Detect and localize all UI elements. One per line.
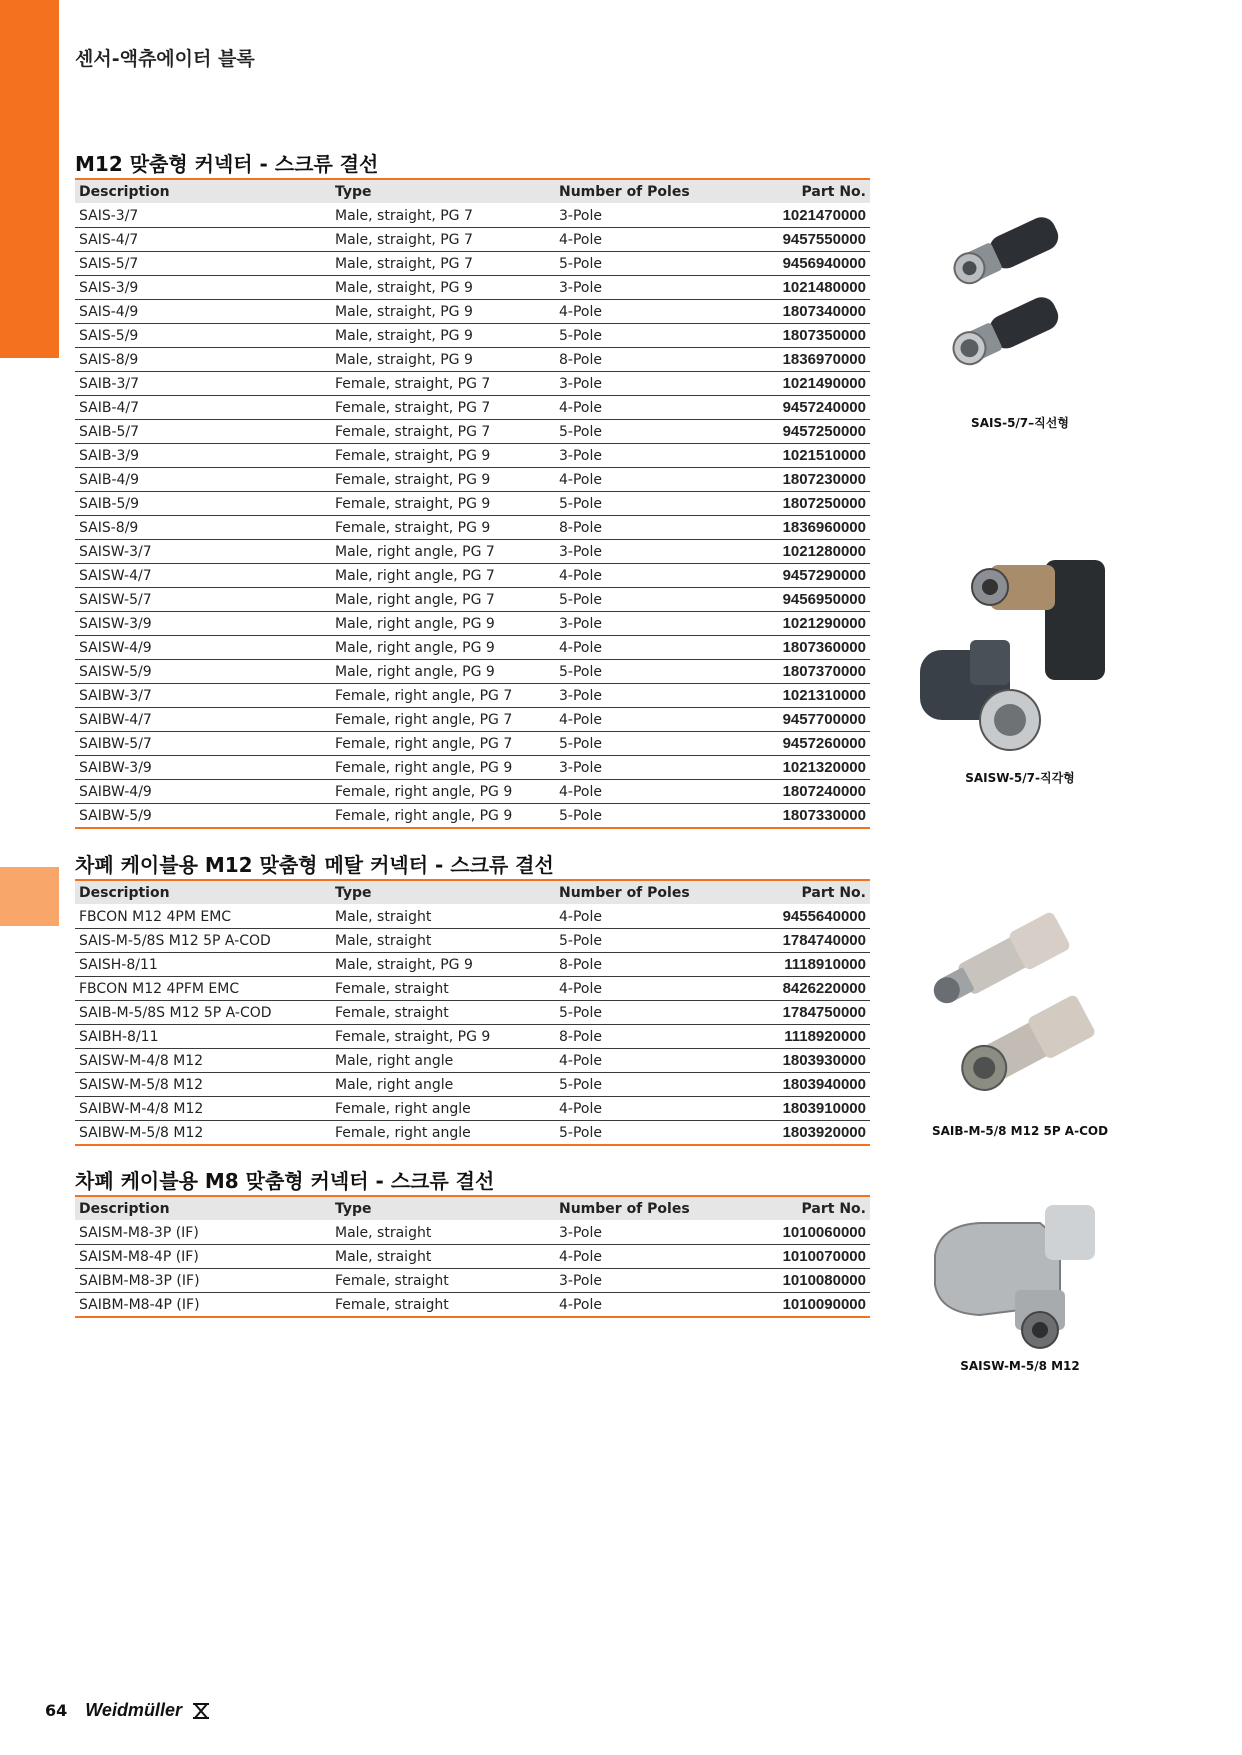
cell-part-no: 1807370000 xyxy=(733,660,870,684)
cell-description: SAISW-M-4/8 M12 xyxy=(75,1049,331,1073)
cell-type: Female, right angle, PG 9 xyxy=(331,756,555,780)
cell-part-no: 1118910000 xyxy=(733,953,870,977)
cell-poles: 3-Pole xyxy=(555,372,733,396)
col-part-no: Part No. xyxy=(733,881,870,905)
cell-part-no: 1021320000 xyxy=(733,756,870,780)
cell-description: SAIB-3/9 xyxy=(75,444,331,468)
table-row xyxy=(75,276,870,300)
cell-part-no: 1807360000 xyxy=(733,636,870,660)
cell-description: SAIBW-5/7 xyxy=(75,732,331,756)
brand-name: Weidmüller xyxy=(85,1700,182,1720)
table-row xyxy=(75,564,870,588)
cell-type: Male, right angle, PG 7 xyxy=(331,564,555,588)
page-header-title: 센서-액츄에이터 블록 xyxy=(75,48,255,70)
cell-poles: 4-Pole xyxy=(555,977,733,1001)
table-row xyxy=(75,300,870,324)
cell-poles: 4-Pole xyxy=(555,1245,733,1269)
cell-poles: 3-Pole xyxy=(555,756,733,780)
cell-poles: 4-Pole xyxy=(555,636,733,660)
cell-description: SAIBW-M-5/8 M12 xyxy=(75,1121,331,1146)
section-m12-connectors xyxy=(75,151,870,829)
cell-part-no: 1803910000 xyxy=(733,1097,870,1121)
cell-description: SAIB-M-5/8S M12 5P A-COD xyxy=(75,1001,331,1025)
cell-description: SAIS-8/9 xyxy=(75,516,331,540)
cell-poles: 5-Pole xyxy=(555,492,733,516)
page-footer xyxy=(45,1700,211,1721)
cell-description: SAIBW-4/9 xyxy=(75,780,331,804)
cell-poles: 8-Pole xyxy=(555,348,733,372)
cell-type: Female, straight, PG 9 xyxy=(331,516,555,540)
table-row xyxy=(75,516,870,540)
cell-description: SAISW-3/9 xyxy=(75,612,331,636)
cell-poles: 5-Pole xyxy=(555,324,733,348)
col-type: Type xyxy=(331,1197,555,1221)
cell-poles: 5-Pole xyxy=(555,1001,733,1025)
table-row xyxy=(75,468,870,492)
product-caption: SAIS-5/7–직선형 xyxy=(971,416,1069,430)
cell-part-no: 8426220000 xyxy=(733,977,870,1001)
cell-description: SAIS-8/9 xyxy=(75,348,331,372)
cell-type: Male, straight xyxy=(331,1245,555,1269)
side-accent-tab xyxy=(0,867,59,926)
cell-description: SAIBW-4/7 xyxy=(75,708,331,732)
product-caption: SAISW-M-5/8 M12 xyxy=(960,1359,1080,1373)
cell-poles: 4-Pole xyxy=(555,1293,733,1318)
cell-description: SAISH-8/11 xyxy=(75,953,331,977)
cell-poles: 8-Pole xyxy=(555,516,733,540)
cell-type: Female, right angle, PG 7 xyxy=(331,732,555,756)
table-row xyxy=(75,977,870,1001)
cell-part-no: 1021480000 xyxy=(733,276,870,300)
cell-part-no: 1836960000 xyxy=(733,516,870,540)
cell-part-no: 1803940000 xyxy=(733,1073,870,1097)
cell-description: SAIBW-3/9 xyxy=(75,756,331,780)
side-accent-bar xyxy=(0,0,59,358)
cell-poles: 3-Pole xyxy=(555,276,733,300)
cell-part-no: 1807350000 xyxy=(733,324,870,348)
col-description: Description xyxy=(75,1197,331,1221)
cell-description: SAIS-5/9 xyxy=(75,324,331,348)
col-poles: Number of Poles xyxy=(555,881,733,905)
cell-type: Female, straight, PG 7 xyxy=(331,396,555,420)
cell-type: Male, straight, PG 9 xyxy=(331,276,555,300)
cell-type: Male, straight xyxy=(331,929,555,953)
table-row xyxy=(75,588,870,612)
cell-description: SAIS-4/9 xyxy=(75,300,331,324)
table-row xyxy=(75,732,870,756)
table-row xyxy=(75,780,870,804)
section-m12-metal-connectors xyxy=(75,852,870,1146)
cell-part-no: 1807250000 xyxy=(733,492,870,516)
cell-part-no: 1807330000 xyxy=(733,804,870,829)
cell-part-no: 1836970000 xyxy=(733,348,870,372)
section-title: 차폐 케이블용 M8 맞춤형 커넥터 - 스크류 결선 xyxy=(75,1168,870,1197)
table-row xyxy=(75,1121,870,1146)
cell-description: SAIBW-M-4/8 M12 xyxy=(75,1097,331,1121)
section-title: M12 맞춤형 커넥터 - 스크류 결선 xyxy=(75,151,870,180)
cell-type: Female, straight, PG 7 xyxy=(331,372,555,396)
cell-type: Female, straight, PG 9 xyxy=(331,444,555,468)
table-row xyxy=(75,636,870,660)
brand-mark-icon xyxy=(191,1702,211,1720)
table-row xyxy=(75,204,870,228)
cell-type: Female, straight xyxy=(331,1001,555,1025)
cell-description: SAIB-4/7 xyxy=(75,396,331,420)
cell-part-no: 9455640000 xyxy=(733,905,870,929)
table-row xyxy=(75,660,870,684)
connector-metal-angle-image xyxy=(920,1195,1120,1355)
table-row xyxy=(75,1073,870,1097)
cell-poles: 5-Pole xyxy=(555,660,733,684)
table-row xyxy=(75,1269,870,1293)
cell-type: Male, straight, PG 7 xyxy=(331,204,555,228)
cell-description: SAISW-4/7 xyxy=(75,564,331,588)
cell-type: Male, right angle, PG 9 xyxy=(331,612,555,636)
cell-type: Male, right angle xyxy=(331,1073,555,1097)
cell-part-no: 9457550000 xyxy=(733,228,870,252)
cell-poles: 4-Pole xyxy=(555,300,733,324)
cell-poles: 3-Pole xyxy=(555,204,733,228)
cell-type: Female, straight xyxy=(331,1293,555,1318)
cell-part-no: 9457290000 xyxy=(733,564,870,588)
cell-description: SAIS-5/7 xyxy=(75,252,331,276)
cell-type: Female, straight, PG 9 xyxy=(331,492,555,516)
table-row xyxy=(75,444,870,468)
table-row xyxy=(75,252,870,276)
cell-description: SAISW-5/9 xyxy=(75,660,331,684)
cell-poles: 5-Pole xyxy=(555,732,733,756)
cell-part-no: 1010080000 xyxy=(733,1269,870,1293)
cell-poles: 3-Pole xyxy=(555,684,733,708)
table-row xyxy=(75,1001,870,1025)
table-row xyxy=(75,372,870,396)
spec-table xyxy=(75,881,870,1146)
product-image-metal-angle xyxy=(900,1195,1140,1373)
cell-description: SAISM-M8-3P (IF) xyxy=(75,1221,331,1245)
table-row xyxy=(75,228,870,252)
cell-description: SAIS-3/7 xyxy=(75,204,331,228)
cell-part-no: 9457240000 xyxy=(733,396,870,420)
cell-part-no: 1118920000 xyxy=(733,1025,870,1049)
cell-type: Male, right angle, PG 9 xyxy=(331,636,555,660)
section-m8-connectors xyxy=(75,1168,870,1318)
cell-description: SAIBH-8/11 xyxy=(75,1025,331,1049)
product-caption: SAISW-5/7-직각형 xyxy=(965,771,1075,785)
cell-poles: 3-Pole xyxy=(555,540,733,564)
table-row xyxy=(75,612,870,636)
connector-right-angle-image xyxy=(910,550,1130,765)
cell-type: Male, straight, PG 9 xyxy=(331,348,555,372)
table-row xyxy=(75,905,870,929)
cell-poles: 3-Pole xyxy=(555,444,733,468)
cell-part-no: 1021490000 xyxy=(733,372,870,396)
cell-poles: 8-Pole xyxy=(555,1025,733,1049)
cell-part-no: 1803920000 xyxy=(733,1121,870,1146)
col-type: Type xyxy=(331,180,555,204)
cell-poles: 4-Pole xyxy=(555,468,733,492)
cell-poles: 3-Pole xyxy=(555,612,733,636)
cell-poles: 5-Pole xyxy=(555,929,733,953)
cell-part-no: 1021290000 xyxy=(733,612,870,636)
cell-type: Female, right angle, PG 9 xyxy=(331,780,555,804)
cell-poles: 3-Pole xyxy=(555,1269,733,1293)
col-poles: Number of Poles xyxy=(555,1197,733,1221)
col-type: Type xyxy=(331,881,555,905)
cell-poles: 5-Pole xyxy=(555,1073,733,1097)
cell-description: FBCON M12 4PM EMC xyxy=(75,905,331,929)
cell-description: SAIBM-M8-3P (IF) xyxy=(75,1269,331,1293)
cell-part-no: 1021310000 xyxy=(733,684,870,708)
cell-part-no: 9457700000 xyxy=(733,708,870,732)
table-header-row xyxy=(75,1197,870,1221)
cell-description: SAISM-M8-4P (IF) xyxy=(75,1245,331,1269)
cell-description: SAIBM-M8-4P (IF) xyxy=(75,1293,331,1318)
cell-type: Male, right angle, PG 9 xyxy=(331,660,555,684)
table-row xyxy=(75,1097,870,1121)
cell-part-no: 1021280000 xyxy=(733,540,870,564)
cell-poles: 5-Pole xyxy=(555,588,733,612)
table-row xyxy=(75,1293,870,1318)
cell-type: Male, straight, PG 7 xyxy=(331,252,555,276)
cell-type: Female, straight xyxy=(331,977,555,1001)
cell-poles: 8-Pole xyxy=(555,953,733,977)
table-row xyxy=(75,804,870,829)
cell-type: Male, right angle, PG 7 xyxy=(331,540,555,564)
cell-type: Female, right angle, PG 7 xyxy=(331,708,555,732)
cell-poles: 5-Pole xyxy=(555,804,733,829)
cell-type: Female, straight, PG 7 xyxy=(331,420,555,444)
table-row xyxy=(75,756,870,780)
table-row xyxy=(75,1025,870,1049)
table-row xyxy=(75,1245,870,1269)
cell-description: SAIBW-3/7 xyxy=(75,684,331,708)
cell-poles: 4-Pole xyxy=(555,905,733,929)
table-row xyxy=(75,324,870,348)
brand-logo xyxy=(85,1700,211,1721)
connector-straight-image xyxy=(945,210,1095,410)
cell-description: FBCON M12 4PFM EMC xyxy=(75,977,331,1001)
cell-type: Male, straight, PG 9 xyxy=(331,953,555,977)
cell-description: SAISW-5/7 xyxy=(75,588,331,612)
product-image-metal xyxy=(900,900,1140,1138)
cell-description: SAIS-3/9 xyxy=(75,276,331,300)
cell-type: Male, straight xyxy=(331,905,555,929)
cell-type: Male, straight xyxy=(331,1221,555,1245)
spec-table xyxy=(75,180,870,829)
table-row xyxy=(75,1049,870,1073)
cell-poles: 4-Pole xyxy=(555,708,733,732)
cell-description: SAISW-M-5/8 M12 xyxy=(75,1073,331,1097)
cell-description: SAISW-4/9 xyxy=(75,636,331,660)
cell-description: SAIB-5/9 xyxy=(75,492,331,516)
cell-poles: 4-Pole xyxy=(555,228,733,252)
cell-description: SAIB-3/7 xyxy=(75,372,331,396)
cell-type: Male, straight, PG 9 xyxy=(331,324,555,348)
cell-description: SAIB-4/9 xyxy=(75,468,331,492)
cell-type: Female, right angle xyxy=(331,1121,555,1146)
cell-description: SAIS-4/7 xyxy=(75,228,331,252)
spec-table xyxy=(75,1197,870,1318)
cell-type: Female, straight, PG 9 xyxy=(331,468,555,492)
cell-part-no: 9457250000 xyxy=(733,420,870,444)
cell-poles: 5-Pole xyxy=(555,1121,733,1146)
cell-part-no: 1807340000 xyxy=(733,300,870,324)
cell-part-no: 1803930000 xyxy=(733,1049,870,1073)
cell-part-no: 1807240000 xyxy=(733,780,870,804)
cell-poles: 5-Pole xyxy=(555,252,733,276)
table-header-row xyxy=(75,180,870,204)
cell-part-no: 1010070000 xyxy=(733,1245,870,1269)
table-row xyxy=(75,953,870,977)
cell-type: Female, right angle, PG 9 xyxy=(331,804,555,829)
cell-type: Female, straight, PG 9 xyxy=(331,1025,555,1049)
col-description: Description xyxy=(75,881,331,905)
product-image-straight xyxy=(900,210,1140,431)
table-row xyxy=(75,929,870,953)
col-part-no: Part No. xyxy=(733,180,870,204)
cell-type: Female, straight xyxy=(331,1269,555,1293)
cell-type: Male, straight, PG 7 xyxy=(331,228,555,252)
page-number: 64 xyxy=(45,1701,68,1720)
table-row xyxy=(75,1221,870,1245)
cell-part-no: 9457260000 xyxy=(733,732,870,756)
cell-description: SAIBW-5/9 xyxy=(75,804,331,829)
section-title: 차폐 케이블용 M12 맞춤형 메탈 커넥터 - 스크류 결선 xyxy=(75,852,870,881)
cell-part-no: 9456950000 xyxy=(733,588,870,612)
cell-poles: 4-Pole xyxy=(555,1049,733,1073)
table-row xyxy=(75,348,870,372)
cell-part-no: 1021470000 xyxy=(733,204,870,228)
cell-part-no: 1010060000 xyxy=(733,1221,870,1245)
cell-poles: 4-Pole xyxy=(555,396,733,420)
cell-type: Male, straight, PG 9 xyxy=(331,300,555,324)
cell-part-no: 9456940000 xyxy=(733,252,870,276)
connector-metal-image xyxy=(920,900,1120,1120)
cell-type: Male, right angle xyxy=(331,1049,555,1073)
cell-type: Male, right angle, PG 7 xyxy=(331,588,555,612)
cell-part-no: 1021510000 xyxy=(733,444,870,468)
table-row xyxy=(75,684,870,708)
cell-poles: 5-Pole xyxy=(555,420,733,444)
col-description: Description xyxy=(75,180,331,204)
col-poles: Number of Poles xyxy=(555,180,733,204)
cell-poles: 4-Pole xyxy=(555,780,733,804)
table-row xyxy=(75,708,870,732)
cell-description: SAISW-3/7 xyxy=(75,540,331,564)
cell-part-no: 1807230000 xyxy=(733,468,870,492)
product-image-right-angle xyxy=(900,550,1140,786)
cell-poles: 4-Pole xyxy=(555,564,733,588)
cell-type: Female, right angle, PG 7 xyxy=(331,684,555,708)
cell-poles: 3-Pole xyxy=(555,1221,733,1245)
product-caption: SAIB-M-5/8 M12 5P A-COD xyxy=(931,1124,1109,1138)
table-row xyxy=(75,420,870,444)
cell-description: SAIB-5/7 xyxy=(75,420,331,444)
table-header-row xyxy=(75,881,870,905)
table-row xyxy=(75,396,870,420)
cell-part-no: 1010090000 xyxy=(733,1293,870,1318)
cell-part-no: 1784740000 xyxy=(733,929,870,953)
col-part-no: Part No. xyxy=(733,1197,870,1221)
cell-description: SAIS-M-5/8S M12 5P A-COD xyxy=(75,929,331,953)
cell-poles: 4-Pole xyxy=(555,1097,733,1121)
cell-type: Female, right angle xyxy=(331,1097,555,1121)
cell-part-no: 1784750000 xyxy=(733,1001,870,1025)
table-row xyxy=(75,540,870,564)
table-row xyxy=(75,492,870,516)
